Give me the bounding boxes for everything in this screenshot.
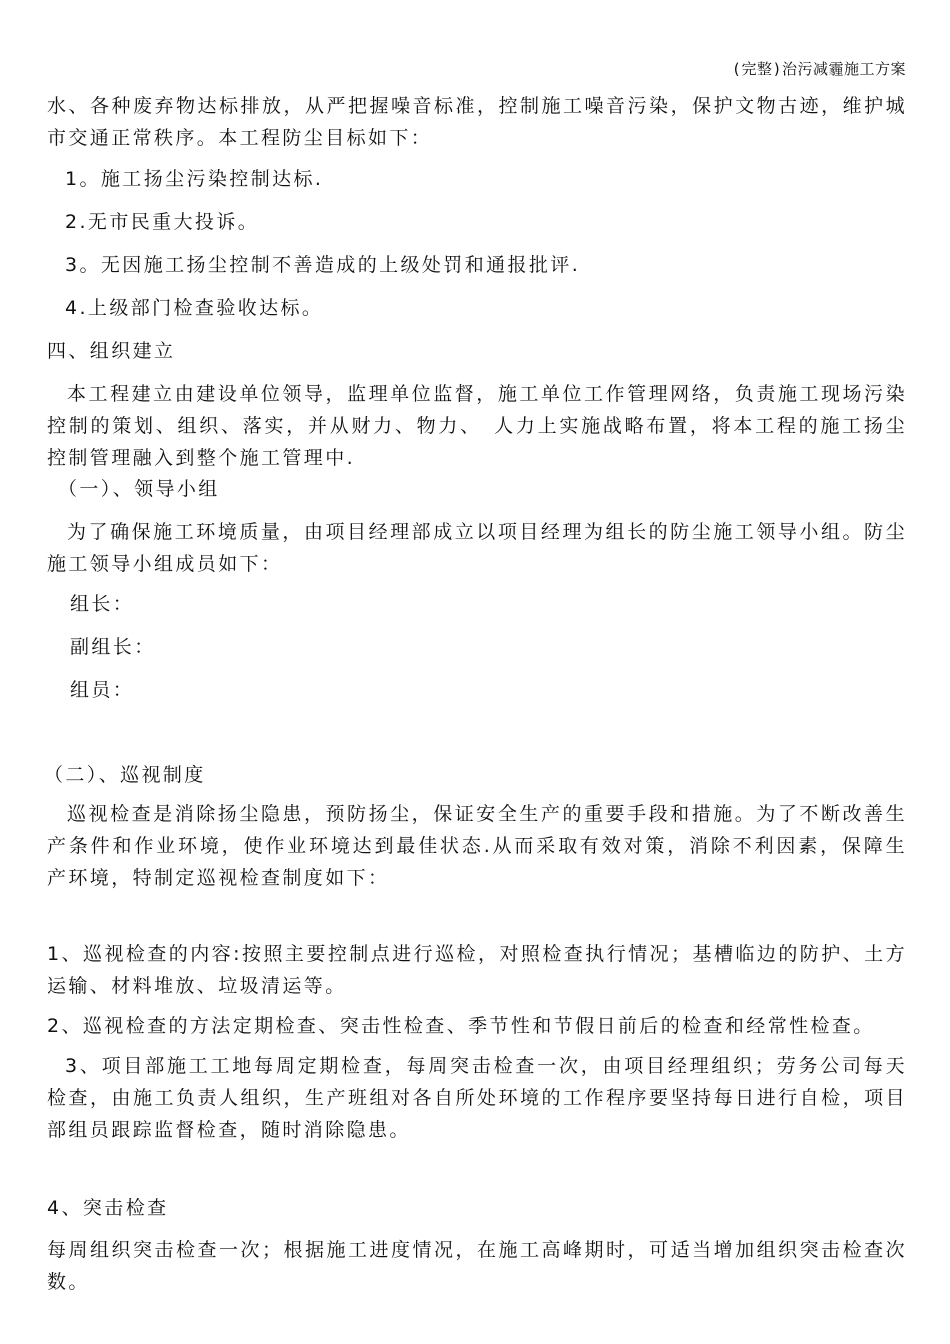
goal-item-1: 1。施工扬尘污染控制达标. (65, 168, 324, 190)
paragraph-organization: 本工程建立由建设单位领导，监理单位监督，施工单位工作管理网络，负责施工现场污染控制的策划、组织、落实，并从财力、物力、 人力上实施战略布置，将本工程的施工扬尘控制管理融入到整个施工管理中. (47, 383, 907, 469)
paragraph-leading-group: 为了确保施工环境质量，由项目经理部成立以项目经理为组长的防尘施工领导小组。防尘施工领导小组成员如下： (47, 521, 907, 575)
list-item-patrol-content: 1、巡视检查的内容:按照主要控制点进行巡检，对照检查执行情况；基槽临边的防护、土方运输、材料堆放、垃圾清运等。 (47, 943, 907, 997)
label-vice-leader: 副组长： (70, 636, 156, 658)
goal-item-3: 3。无因施工扬尘控制不善造成的上级处罚和通报批评. (65, 254, 581, 276)
list-item-patrol-method: 2、巡视检查的方法定期检查、突击性检查、季节性和节假日前后的检查和经常性检查。 (47, 1015, 875, 1037)
list-item-surprise-inspection: 4、突击检查 (47, 1197, 169, 1219)
paragraph-patrol-system: 巡视检查是消除扬尘隐患，预防扬尘，保证安全生产的重要手段和措施。为了不断改善生产条件和作业环境，使作业环境达到最佳状态.从而采取有效对策，消除不利因素，保障生产环境，特制定巡视检查制度如下： (47, 803, 907, 889)
list-item-weekly-inspection: 3、项目部施工工地每周定期检查，每周突击检查一次，由项目经理组织；劳务公司每天检查，由施工负责人组织，生产班组对各自所处环境的工作程序要坚持每日进行自检，项目部组员跟踪监督检查，随时消除隐患。 (47, 1055, 907, 1141)
label-members: 组员： (70, 679, 135, 701)
paragraph-intro: 水、各种废弃物达标排放，从严把握噪音标准，控制施工噪音污染，保护文物古迹，维护城市交通正常秩序。本工程防尘目标如下： (47, 95, 907, 149)
label-group-leader: 组长： (70, 593, 135, 615)
subheading-leading-group: （一）、领导小组 (58, 478, 220, 500)
paragraph-surprise-inspection: 每周组织突击检查一次；根据施工进度情况，在施工高峰期时，可适当增加组织突击检查次数。 (47, 1239, 907, 1293)
goal-item-4: 4.上级部门检查验收达标。 (65, 297, 324, 319)
section-heading-organization: 四、组织建立 (47, 340, 176, 362)
page-header: (完整)治污减霾施工方案 (731, 60, 906, 78)
goal-item-2: 2.无市民重大投诉。 (65, 211, 260, 233)
subheading-patrol-system: （二）、巡视制度 (44, 764, 206, 786)
